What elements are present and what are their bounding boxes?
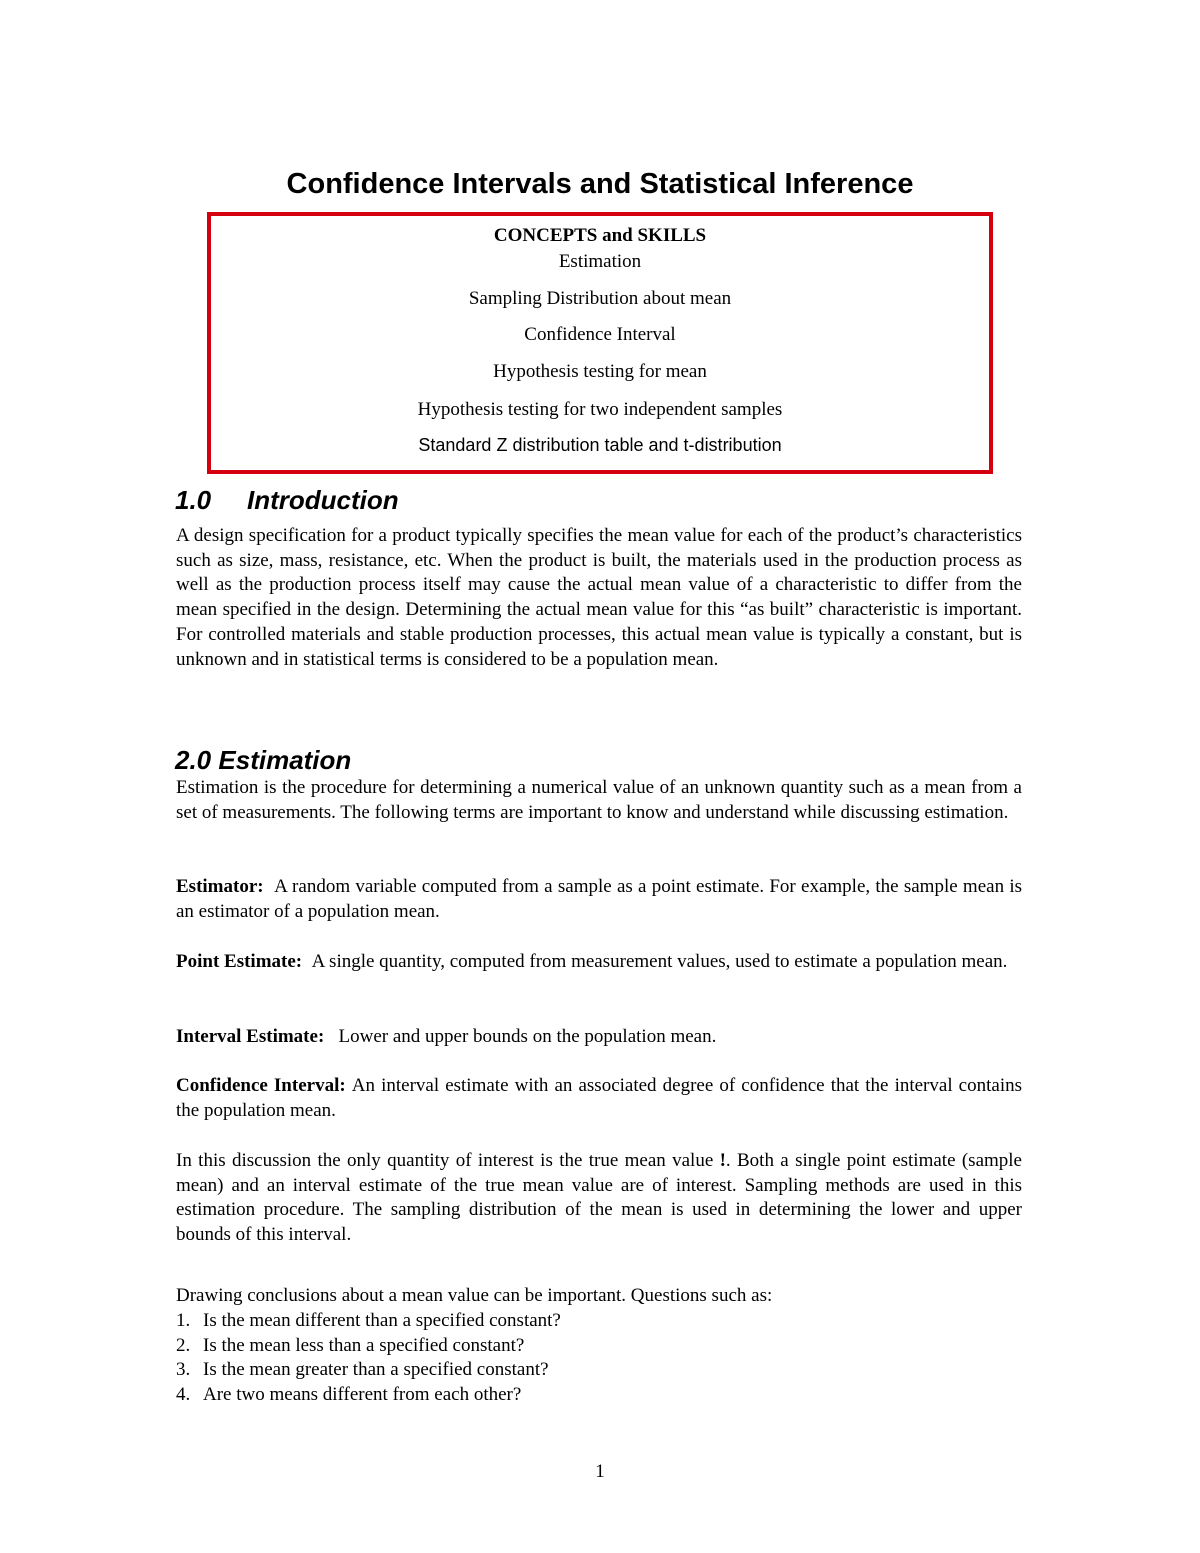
- section-number: 2.0: [175, 745, 212, 775]
- list-item-text: Is the mean greater than a specified constant?: [203, 1359, 549, 1381]
- concepts-box: [207, 212, 993, 474]
- questions-intro: Drawing conclusions about a mean value can be important. Questions such as:: [176, 1285, 773, 1306]
- concept-item: Hypothesis testing for two independent samples: [417, 399, 783, 420]
- section-number: 1.0: [175, 485, 212, 515]
- concepts-heading: CONCEPTS and SKILLS: [493, 225, 707, 246]
- section-title: Introduction: [247, 485, 399, 515]
- definition-text: A random variable computed from a sample as a point estimate. For example, the sample mean is an estimator of a population mean.: [176, 876, 1023, 922]
- list-item: [176, 1358, 1022, 1383]
- discussion-text-end: . Both a single point estimate (sample mean) and an interval estimate of the true mean value are of interest. Sampling methods are used in this estimation procedure. The sampling distribution of the mean is used in determining the lower and upper bounds of this interval.: [176, 1150, 1022, 1246]
- mu-symbol: !: [719, 1150, 726, 1171]
- page-number: 1: [595, 1461, 605, 1482]
- definition-term: Interval Estimate:: [176, 1026, 325, 1047]
- concept-item: Standard Z distribution table and t-distribution: [418, 435, 782, 455]
- definition-text: A single quantity, computed from measurement values, used to estimate a population mean.: [311, 951, 1008, 972]
- concept-item: Estimation: [558, 251, 642, 272]
- definition-text: Lower and upper bounds on the population mean.: [338, 1026, 717, 1047]
- section-title: Estimation: [218, 745, 352, 775]
- discussion-paragraph: [176, 1149, 1022, 1248]
- section-heading-estimation: [175, 744, 351, 776]
- section-heading-introduction: [175, 484, 399, 516]
- concept-item: Hypothesis testing for mean: [493, 361, 707, 382]
- document-title: Confidence Intervals and Statistical Inference: [286, 168, 914, 200]
- definition-point-estimate: [176, 950, 1022, 975]
- list-item-number: 4.: [176, 1384, 191, 1406]
- list-item-number: 1.: [176, 1310, 191, 1331]
- list-item-number: 3.: [176, 1359, 191, 1381]
- definition-text: An interval estimate with an associated degree of confidence that the interval contains the population mean.: [176, 1075, 1023, 1121]
- discussion-text-start: In this discussion the only quantity of interest is the true mean value: [176, 1150, 720, 1171]
- questions-list: [176, 1309, 1022, 1408]
- introduction-paragraph: A design specification for a product typically specifies the mean value for each of the product’s characteristics such as size, mass, resistance, etc. When the product is built, the materials used in the production process as well as the production process itself may cause the actual mean value of a characteristic to differ from the mean specified in the design. Determining the actual mean value for this “as built” characteristic is important. For controlled materials and stable production processes, this actual mean value is typically a constant, but is unknown and in statistical terms is considered to be a population mean.: [176, 525, 1022, 670]
- list-item: [176, 1383, 1022, 1408]
- estimation-intro-paragraph: Estimation is the procedure for determining a numerical value of an unknown quantity such as a mean from a set of measurements. The following terms are important to know and understand while discussing estimation.: [176, 777, 1022, 823]
- definition-term: Confidence Interval:: [176, 1075, 346, 1096]
- list-item: [176, 1334, 1022, 1359]
- definition-term: Point Estimate:: [176, 951, 303, 972]
- list-item-number: 2.: [176, 1334, 191, 1356]
- definition-interval-estimate: [176, 1025, 1022, 1050]
- list-item-text: Is the mean less than a specified constant?: [203, 1334, 525, 1356]
- list-item-text: Are two means different from each other?: [203, 1384, 522, 1406]
- definition-term: Estimator:: [176, 876, 264, 897]
- list-item: [176, 1309, 1022, 1334]
- concept-item: Confidence Interval: [524, 324, 676, 345]
- concept-item: Sampling Distribution about mean: [468, 288, 732, 309]
- definition-confidence-interval: [176, 1074, 1022, 1123]
- definition-estimator: [176, 875, 1022, 924]
- list-item-text: Is the mean different than a specified constant?: [203, 1310, 561, 1331]
